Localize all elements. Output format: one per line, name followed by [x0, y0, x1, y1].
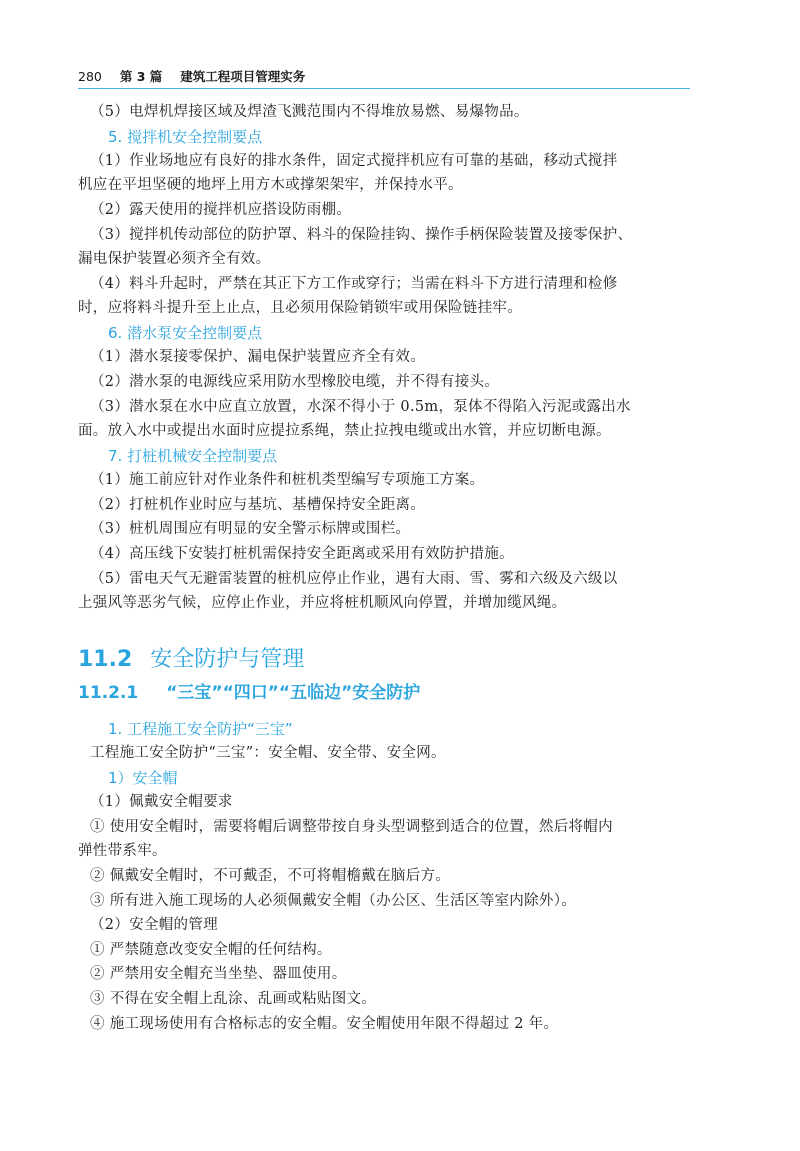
paragraph-line: （1）施工前应针对作业条件和桩机类型编写专项施工方案。: [90, 472, 485, 488]
paragraph-line: （5）雷电天气无避雷装置的桩机应停止作业，遇有大雨、雪、雾和六级及六级以: [90, 571, 618, 587]
book-title: 建筑工程项目管理实务: [180, 69, 306, 84]
section-heading-11-2-1: [78, 680, 420, 706]
subheading-1-1: 1）安全帽: [108, 769, 178, 787]
paragraph-line: 上强风等恶劣气候，应停止作业，并应将桩机顺风向停置，并增加缆风绳。: [78, 595, 567, 611]
section-number: 11.2: [78, 647, 133, 672]
paragraph-line: （3）搅拌机传动部位的防护罩、料斗的保险挂钩、操作手柄保险装置及接零保护、: [90, 227, 633, 243]
running-header: [78, 67, 690, 87]
paragraph-line: ③ 所有进入施工现场的人必须佩戴安全帽（办公区、生活区等室内除外）。: [90, 893, 577, 909]
page-number: 280: [78, 69, 102, 84]
section-heading-11-2: [78, 645, 304, 675]
paragraph-line: （4）高压线下安装打桩机需保持安全距离或采用有效防护措施。: [90, 546, 514, 562]
paragraph-line: （5）电焊机焊接区域及焊渣飞溅范围内不得堆放易燃、易爆物品。: [90, 104, 529, 120]
paragraph-line: ② 佩戴安全帽时，不可戴歪，不可将帽檐戴在脑后方。: [90, 868, 451, 884]
paragraph-line: 工程施工安全防护“三宝”：安全帽、安全带、安全网。: [90, 745, 446, 761]
paragraph-line: （3）桩机周围应有明显的安全警示标牌或围栏。: [90, 521, 411, 537]
paragraph-line: ④ 施工现场使用有合格标志的安全帽。安全帽使用年限不得超过 2 年。: [90, 1016, 559, 1032]
subheading-6: 6. 潜水泵安全控制要点: [108, 324, 263, 342]
subheading-1: 1. 工程施工安全防护“三宝”: [108, 720, 293, 738]
paragraph-line: ② 严禁用安全帽充当坐垫、器皿使用。: [90, 966, 347, 982]
paragraph-line: （2）打桩机作业时应与基坑、基槽保持安全距离。: [90, 497, 426, 513]
paragraph-line: （4）料斗升起时，严禁在其正下方工作或穿行；当需在料斗下方进行清理和检修: [90, 276, 618, 292]
paragraph-line: 时，应将料斗提升至上止点，且必须用保险销锁牢或用保险链挂牢。: [78, 300, 522, 316]
section-title: “三宝”“四口”“五临边”安全防护: [166, 683, 421, 703]
paragraph-line: （3）潜水泵在水中应直立放置，水深不得小于 0.5m，泵体不得陷入污泥或露出水: [90, 399, 631, 415]
paragraph-line: （2）潜水泵的电源线应采用防水型橡胶电缆，并不得有接头。: [90, 374, 500, 390]
section-title: 安全防护与管理: [150, 647, 305, 672]
section-number: 11.2.1: [78, 683, 139, 703]
paragraph-line: 机应在平坦坚硬的地坪上用方木或撑架架牢，并保持水平。: [78, 177, 463, 193]
paragraph-line: （1）佩戴安全帽要求: [90, 794, 233, 810]
paragraph-line: （2）安全帽的管理: [90, 917, 218, 933]
paragraph-line: ① 严禁随意改变安全帽的任何结构。: [90, 942, 332, 958]
paragraph-line: ① 使用安全帽时，需要将帽后调整带按自身头型调整到适合的位置，然后将帽内: [90, 819, 613, 835]
paragraph-line: 弹性带系牢。: [78, 843, 167, 859]
subheading-5: 5. 搅拌机安全控制要点: [108, 128, 263, 146]
paragraph-line: （2）露天使用的搅拌机应搭设防雨棚。: [90, 202, 352, 218]
subheading-7: 7. 打桩机械安全控制要点: [108, 447, 278, 465]
paragraph-line: （1）作业场地应有良好的排水条件，固定式搅拌机应有可靠的基础，移动式搅拌: [90, 153, 618, 169]
paragraph-line: 面。放入水中或提出水面时应提拉系绳，禁止拉拽电缆或出水管，并应切断电源。: [78, 423, 611, 439]
paragraph-line: ③ 不得在安全帽上乱涂、乱画或粘贴图文。: [90, 991, 377, 1007]
header-rule: [78, 88, 690, 89]
part-label: 第 3 篇: [119, 69, 163, 84]
paragraph-line: 漏电保护装置必须齐全有效。: [78, 251, 271, 267]
paragraph-line: （1）潜水泵接零保护、漏电保护装置应齐全有效。: [90, 349, 426, 365]
